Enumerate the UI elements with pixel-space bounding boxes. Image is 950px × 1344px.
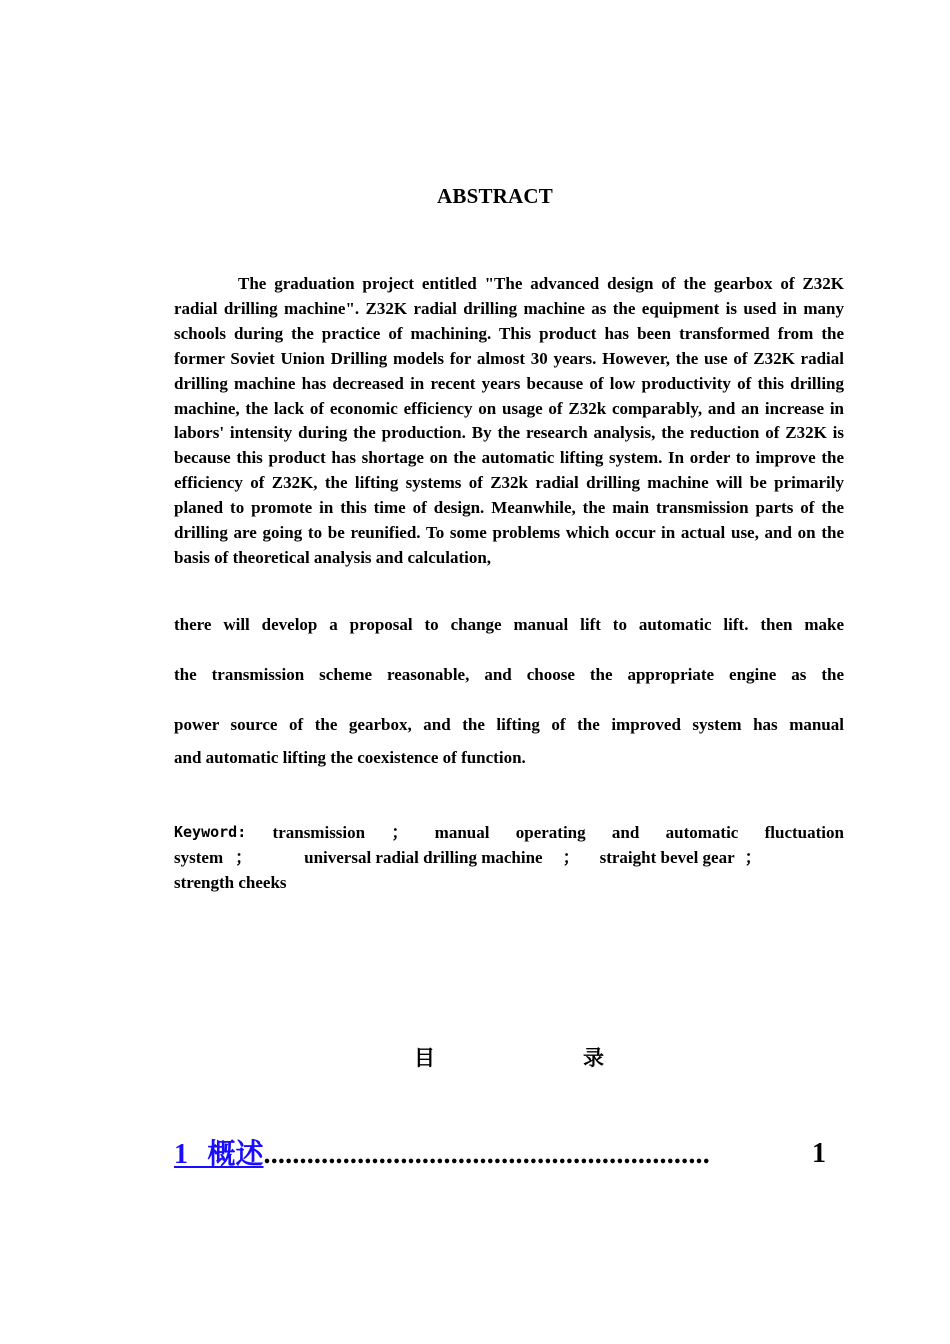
keyword-item: and <box>611 823 640 842</box>
keyword-item: automatic <box>665 823 739 842</box>
keyword-item: universal radial drilling machine <box>304 848 543 867</box>
abstract-body <box>174 272 844 571</box>
keyword-item: operating <box>515 823 586 842</box>
keyword-item: straight bevel gear <box>599 848 735 867</box>
toc-entry-label: 概述 <box>207 1137 264 1170</box>
keyword-section <box>174 820 844 895</box>
keyword-separator: ； <box>235 848 253 867</box>
abstract-paragraph: The graduation project entitled "The advanced design of the gearbox of Z32K radial drilling machine". Z32K radial drilling machine as the equipment is used in many schools during the practice of machining. This product has been transformed from the former Soviet Union Drilling models for almost 30 years. However, the use of Z32K radial drilling machine has decreased in recent years because of low productivity of this drilling machine, the lack of economic efficiency on usage of Z32k comparably, and an increase in labors' intensity during the production. By the research analysis, the reduction of Z32K is because this product has shortage on the automatic lifting system. In order to improve the efficiency of Z32K, the lifting systems of Z32k radial drilling machine will be primarily planed to promote in this time of design. Meanwhile, the main transmission parts of the drilling are going to be reunified. To some problems which occur in actual use, and on the basis of theoretical analysis and calculation, <box>174 274 844 567</box>
abstract-line: and automatic lifting the coexistence of function. <box>174 748 526 767</box>
keyword-item: system <box>174 848 224 867</box>
toc-entry <box>174 1134 834 1175</box>
keyword-item: transmission <box>272 823 366 842</box>
keyword-separator: ； <box>562 848 580 867</box>
keyword-line: strength cheeks <box>174 873 287 892</box>
keyword-separator: ； <box>391 823 409 842</box>
toc-entry-page: 1 <box>812 1138 826 1169</box>
toc-title <box>414 1042 604 1072</box>
keyword-label: Keyword: <box>174 823 247 841</box>
keyword-separator: ； <box>744 848 762 867</box>
keyword-item: fluctuation <box>764 823 844 842</box>
toc-entry-number: 1 <box>174 1139 188 1170</box>
abstract-line: there will develop a proposal to change manual lift to automatic lift. then make <box>174 615 844 634</box>
keyword-line <box>174 845 844 870</box>
toc-entry-link[interactable] <box>174 1137 264 1170</box>
keyword-line <box>174 820 844 845</box>
toc-leader-dots: .............................................................. <box>263 1139 710 1170</box>
abstract-title: ABSTRACT <box>437 184 553 208</box>
abstract-line: the transmission scheme reasonable, and choose the appropriate engine as the <box>174 665 844 684</box>
toc-title-char: 目 <box>414 1046 435 1070</box>
keyword-item: manual <box>434 823 490 842</box>
abstract-line: power source of the gearbox, and the lifting of the improved system has manual <box>174 715 844 734</box>
toc-title-char: 录 <box>583 1046 604 1070</box>
